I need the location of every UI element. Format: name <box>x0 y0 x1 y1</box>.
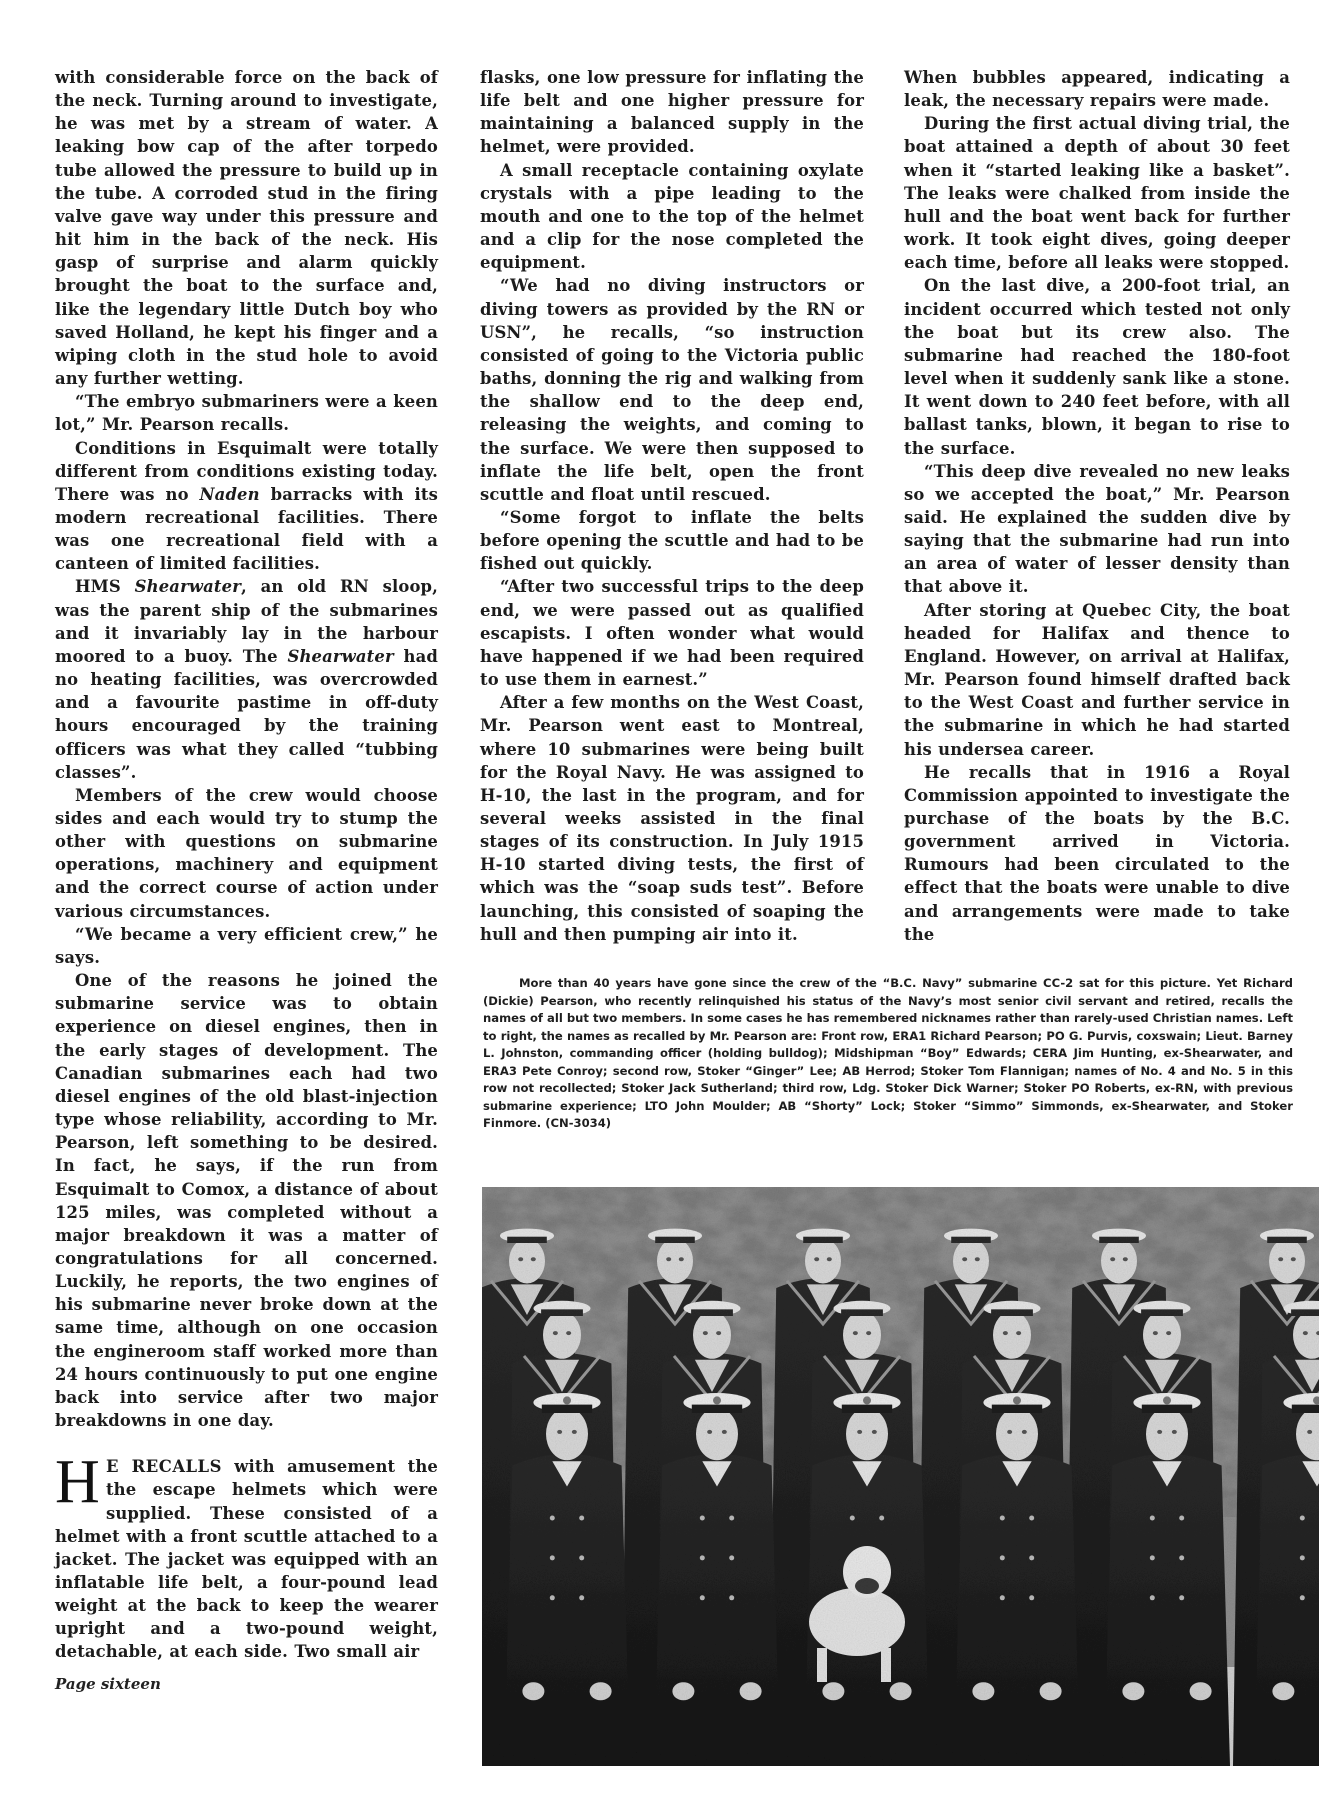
eye <box>518 1257 523 1261</box>
crew-member-face <box>1143 1311 1181 1359</box>
eye <box>716 1331 721 1335</box>
eye <box>1110 1257 1115 1261</box>
paragraph: During the first actual diving trial, the boat attained a depth of about 30 feet when it “started leaking like a basket”. The leaks were chalked from inside the hull and the boat went back for further work. It took eight dives, going deeper each time, before all leaks were stopped. <box>904 114 1290 273</box>
tunic-button <box>700 1516 705 1521</box>
cap-band <box>992 1405 1042 1413</box>
tunic-button <box>729 1595 734 1600</box>
italic-term: Shearwater <box>134 577 241 597</box>
tunic-button <box>1300 1555 1305 1560</box>
crew-member-face <box>1146 1408 1188 1461</box>
tunic-button <box>1029 1516 1034 1521</box>
eye <box>557 1430 562 1434</box>
tunic-button <box>1000 1555 1005 1560</box>
paragraph: Conditions in Esquimalt were totally different from conditions existing today. There was no Naden barracks with its modern recreational facilities. There was one recreational field with a canteen of limited facilities. <box>55 438 438 574</box>
tunic-button <box>1000 1595 1005 1600</box>
photo-caption: More than 40 years have gone since the crew of the “B.C. Navy” submarine CC-2 sat for this picture. Yet Richard (Dickie) Pearson, who recently relinquished his status of the Navy’s most senior civil servant and retired, recalls the names of all but two members. In some cases he has remembered nicknames rather than rarely-used Christian names. Left to right, the names as recalled by Mr. Pearson are: Front row, ERA1 Richard Pearson; PO G. Purvis, coxswain; Lieut. Barney L. Johnston, commanding officer (holding bulldog); Midshipman “Boy” Edwards; CERA Jim Hunting, ex-Shearwater, and ERA3 Pete Conroy; second row, Stoker “Ginger” Lee; AB Herrod; Stoker Tom Flannigan; names of No. 4 and No. 5 in this row not recollected; Stoker Jack Sutherland; third row, Ldg. Stoker Dick Warner; Stoker PO Roberts, ex-RN, with previous submarine experience; LTO John Moulder; AB “Shorty” Lock; Stoker “Simmo” Simmonds, ex-Shearwater, and Stoker Finmore. (CN-3034) <box>483 976 1293 1130</box>
tunic-button <box>1300 1516 1305 1521</box>
paragraph: On the last dive, a 200-foot trial, an incident occurred which tested not only the boat but its crew also. The submarine had reached the 180-foot level when it suddenly sank like a stone. It went down to 240 feet before, with all ballast tanks, blown, it began to rise to the surface. <box>904 276 1290 458</box>
cap-band <box>1291 1309 1319 1316</box>
tunic-button <box>579 1516 584 1521</box>
hand <box>590 1682 612 1700</box>
bulldog-leg <box>881 1648 891 1682</box>
cap-band <box>541 1309 583 1316</box>
cap-band <box>803 1237 843 1243</box>
eye <box>679 1257 684 1261</box>
paragraph: “After two successful trips to the deep end, we were passed out as qualified escapists. I often wonder what would have happened if we had been required to use them in earnest.” <box>480 577 864 690</box>
eye <box>1172 1430 1177 1434</box>
paragraph: A small receptacle containing oxylate crystals with a pipe leading to the mouth and one to the top of the helmet and a clip for the nose completed the equipment. <box>480 160 864 273</box>
hand <box>1272 1682 1294 1700</box>
eye <box>975 1257 980 1261</box>
eye <box>853 1331 858 1335</box>
tunic-button <box>879 1516 884 1521</box>
tunic-button <box>1150 1555 1155 1560</box>
cap-band <box>1141 1309 1183 1316</box>
hand <box>890 1682 912 1700</box>
hand <box>740 1682 762 1700</box>
hand <box>1190 1682 1212 1700</box>
eye <box>1307 1430 1312 1434</box>
hand <box>972 1682 994 1700</box>
hand <box>522 1682 544 1700</box>
tunic-button <box>550 1555 555 1560</box>
crew-member-face <box>696 1408 738 1461</box>
hand <box>1040 1682 1062 1700</box>
eye <box>814 1257 819 1261</box>
paragraph: “Some forgot to inflate the belts before opening the scuttle and had to be fished out quickly. <box>480 507 864 574</box>
crew-member-body <box>954 1454 1080 1766</box>
tunic-button <box>850 1516 855 1521</box>
crew-member-body <box>1104 1454 1230 1766</box>
cap-band <box>691 1309 733 1316</box>
crew-member-face <box>546 1408 588 1461</box>
cap-band <box>991 1309 1033 1316</box>
eye <box>553 1331 558 1335</box>
crew-member-face <box>657 1239 693 1284</box>
crew-member-face <box>805 1239 841 1284</box>
paragraph: flasks, one low pressure for inflating the life belt and one higher pressure for maintaining a balanced supply in the helmet, were provided. <box>480 68 864 157</box>
article-column-1 <box>55 66 438 1664</box>
hand <box>672 1682 694 1700</box>
crew-photograph <box>482 1187 1319 1766</box>
crew-member-face <box>953 1239 989 1284</box>
cap-band <box>1099 1237 1139 1243</box>
crew-member-face <box>1269 1239 1305 1284</box>
paragraph: “We became a very efficient crew,” he says. <box>55 924 438 967</box>
page-number-label: Page sixteen <box>55 1675 161 1693</box>
tunic-button <box>550 1595 555 1600</box>
eye <box>1003 1331 1008 1335</box>
cap-band <box>1142 1405 1192 1413</box>
cap-badge <box>863 1396 871 1404</box>
tunic-button <box>700 1595 705 1600</box>
eye <box>1153 1331 1158 1335</box>
crew-member-body <box>654 1454 780 1766</box>
hand <box>1122 1682 1144 1700</box>
paragraph: “The embryo submariners were a keen lot,” Mr. Pearson recalls. <box>55 392 438 435</box>
eye <box>707 1430 712 1434</box>
tunic-button <box>1179 1555 1184 1560</box>
section-break <box>55 1432 438 1455</box>
bulldog-leg <box>817 1648 827 1682</box>
eye <box>1166 1331 1171 1335</box>
eye <box>857 1430 862 1434</box>
crew-member-face <box>993 1311 1031 1359</box>
cap-band <box>655 1237 695 1243</box>
tunic-button <box>1179 1595 1184 1600</box>
eye <box>572 1430 577 1434</box>
italic-term: Naden <box>199 484 260 504</box>
crew-member-face <box>543 1311 581 1359</box>
tunic-button <box>550 1516 555 1521</box>
paragraph: After storing at Quebec City, the boat headed for Halifax and thence to England. However, on arrival at Halifax, Mr. Pearson found himself drafted back to the West Coast and further service in the submarine in which he had started his undersea career. <box>904 600 1290 759</box>
italic-term: Shearwater <box>287 646 394 666</box>
bulldog-muzzle <box>855 1578 879 1594</box>
tunic-button <box>1300 1595 1305 1600</box>
article-column-3 <box>904 66 1290 946</box>
eye <box>703 1331 708 1335</box>
paragraph: HMS Shearwater, an old RN sloop, was the parent ship of the submarines and it invariably lay in the harbour moored to a buoy. The Shearwater had no heating facilities, was overcrowded and a favourite pastime in off-duty hours encouraged by the training officers was what they called “tubbing classes”. <box>55 577 438 782</box>
eye <box>1303 1331 1308 1335</box>
eye <box>962 1257 967 1261</box>
article-column-2 <box>480 66 864 946</box>
cap-band <box>1292 1405 1319 1413</box>
crew-member-face <box>996 1408 1038 1461</box>
cap-band <box>542 1405 592 1413</box>
cap-band <box>1267 1237 1307 1243</box>
paragraph: After a few months on the West Coast, Mr. Pearson went east to Montreal, where 10 submarines were being built for the Royal Navy. He was assigned to H-10, the last in the program, and for several weeks assisted in the final stages of its construction. In July 1915 H-10 started diving tests, the first of which was the “soap suds test”. Before launching, this consisted of soaping the hull and then pumping air into it. <box>480 693 864 944</box>
crew-member-face <box>846 1408 888 1461</box>
eye <box>1278 1257 1283 1261</box>
cap-badge <box>1013 1396 1021 1404</box>
crew-member-face <box>509 1239 545 1284</box>
tunic-button <box>1029 1595 1034 1600</box>
eye <box>1291 1257 1296 1261</box>
crew-member-body <box>504 1454 630 1766</box>
paragraph: “We had no diving instructors or diving towers as provided by the RN or USN”, he recalls, “so instruction consisted of going to the Victoria public baths, donning the rig and walking from the shallow end to the deep end, releasing the weights, and coming to the surface. We were then supposed to inflate the life belt, open the front scuttle and float until rescued. <box>480 276 864 504</box>
crew-member-face <box>843 1311 881 1359</box>
eye <box>1007 1430 1012 1434</box>
tunic-button <box>729 1555 734 1560</box>
lead-in-text: E RECALLS <box>105 1457 222 1477</box>
tunic-button <box>700 1555 705 1560</box>
tunic-button <box>579 1595 584 1600</box>
eye <box>866 1331 871 1335</box>
cap-band <box>507 1237 547 1243</box>
cap-band <box>842 1405 892 1413</box>
crew-member-face <box>693 1311 731 1359</box>
tunic-button <box>1029 1555 1034 1560</box>
crew-photograph-image <box>482 1187 1319 1766</box>
eye <box>1022 1430 1027 1434</box>
paragraph: “This deep dive revealed no new leaks so we accepted the boat,” Mr. Pearson said. He explained the sudden dive by saying that the submarine had run into an area of water of lesser density than that above it. <box>904 461 1290 597</box>
eye <box>1016 1331 1021 1335</box>
eye <box>1123 1257 1128 1261</box>
drop-cap-letter: H <box>55 1448 100 1517</box>
cap-badge <box>713 1396 721 1404</box>
paragraph: He recalls that in 1916 a Royal Commission appointed to investigate the purchase of the boats by the B.C. government arrived in Victoria. Rumours had been circulated to the effect that the boats were unable to dive and arrangements were made to take the <box>904 762 1290 944</box>
hand <box>822 1682 844 1700</box>
crew-member-body <box>1254 1454 1319 1766</box>
eye <box>722 1430 727 1434</box>
tunic-button <box>1150 1595 1155 1600</box>
dropcap-paragraph-text: with amusement the the escape helmets which were supplied. These consisted of a helmet with a front scuttle attached to a jacket. The jacket was equipped with an inflatable life belt, a four-pound lead weight at the back to keep the wearer upright and a two-pound weight, detachable, at each side. Two small air <box>55 1457 438 1662</box>
tunic-button <box>1000 1516 1005 1521</box>
dropcap-paragraph <box>55 1448 438 1663</box>
paragraph: Members of the crew would choose sides and each would try to stump the other with questions on submarine operations, machinery and equipment and the correct course of action under various circumstances. <box>55 785 438 921</box>
cap-band <box>692 1405 742 1413</box>
cap-band <box>951 1237 991 1243</box>
paragraph: with considerable force on the back of the neck. Turning around to investigate, he was met by a stream of water. A leaking bow cap of the after torpedo tube allowed the pressure to build up in the tube. A corroded stud in the firing valve gave way under this pressure and hit him in the back of the neck. His gasp of surprise and alarm quickly brought the boat to the surface and, like the legendary little Dutch boy who saved Holland, he kept his finger and a wiping cloth in the stud hole to avoid any further wetting. <box>55 68 438 389</box>
cap-badge <box>1163 1396 1171 1404</box>
eye <box>666 1257 671 1261</box>
paragraph: When bubbles appeared, indicating a leak, the necessary repairs were made. <box>904 68 1290 111</box>
eye <box>827 1257 832 1261</box>
crew-member-face <box>1101 1239 1137 1284</box>
tunic-button <box>1179 1516 1184 1521</box>
paragraph: One of the reasons he joined the submarine service was to obtain experience on diesel engines, then in the early stages of development. The Canadian submarines each had two diesel engines of the old blast-injection type whose reliability, according to Mr. Pearson, left something to be desired. In fact, he says, if the run from Esquimalt to Comox, a distance of about 125 miles, was completed without a major breakdown it was a matter of congratulations for all concerned. Luckily, he reports, the two engines of his submarine never broke down at the same time, although on one occasion the engineroom staff worked more than 24 hours continuously to put one engine back into service after two major breakdowns in one day. <box>55 971 438 1431</box>
bulldog-body <box>809 1588 905 1656</box>
tunic-button <box>1150 1516 1155 1521</box>
eye <box>531 1257 536 1261</box>
eye <box>566 1331 571 1335</box>
cap-band <box>841 1309 883 1316</box>
tunic-button <box>579 1555 584 1560</box>
cap-badge <box>563 1396 571 1404</box>
eye <box>1157 1430 1162 1434</box>
tunic-button <box>729 1516 734 1521</box>
eye <box>872 1430 877 1434</box>
